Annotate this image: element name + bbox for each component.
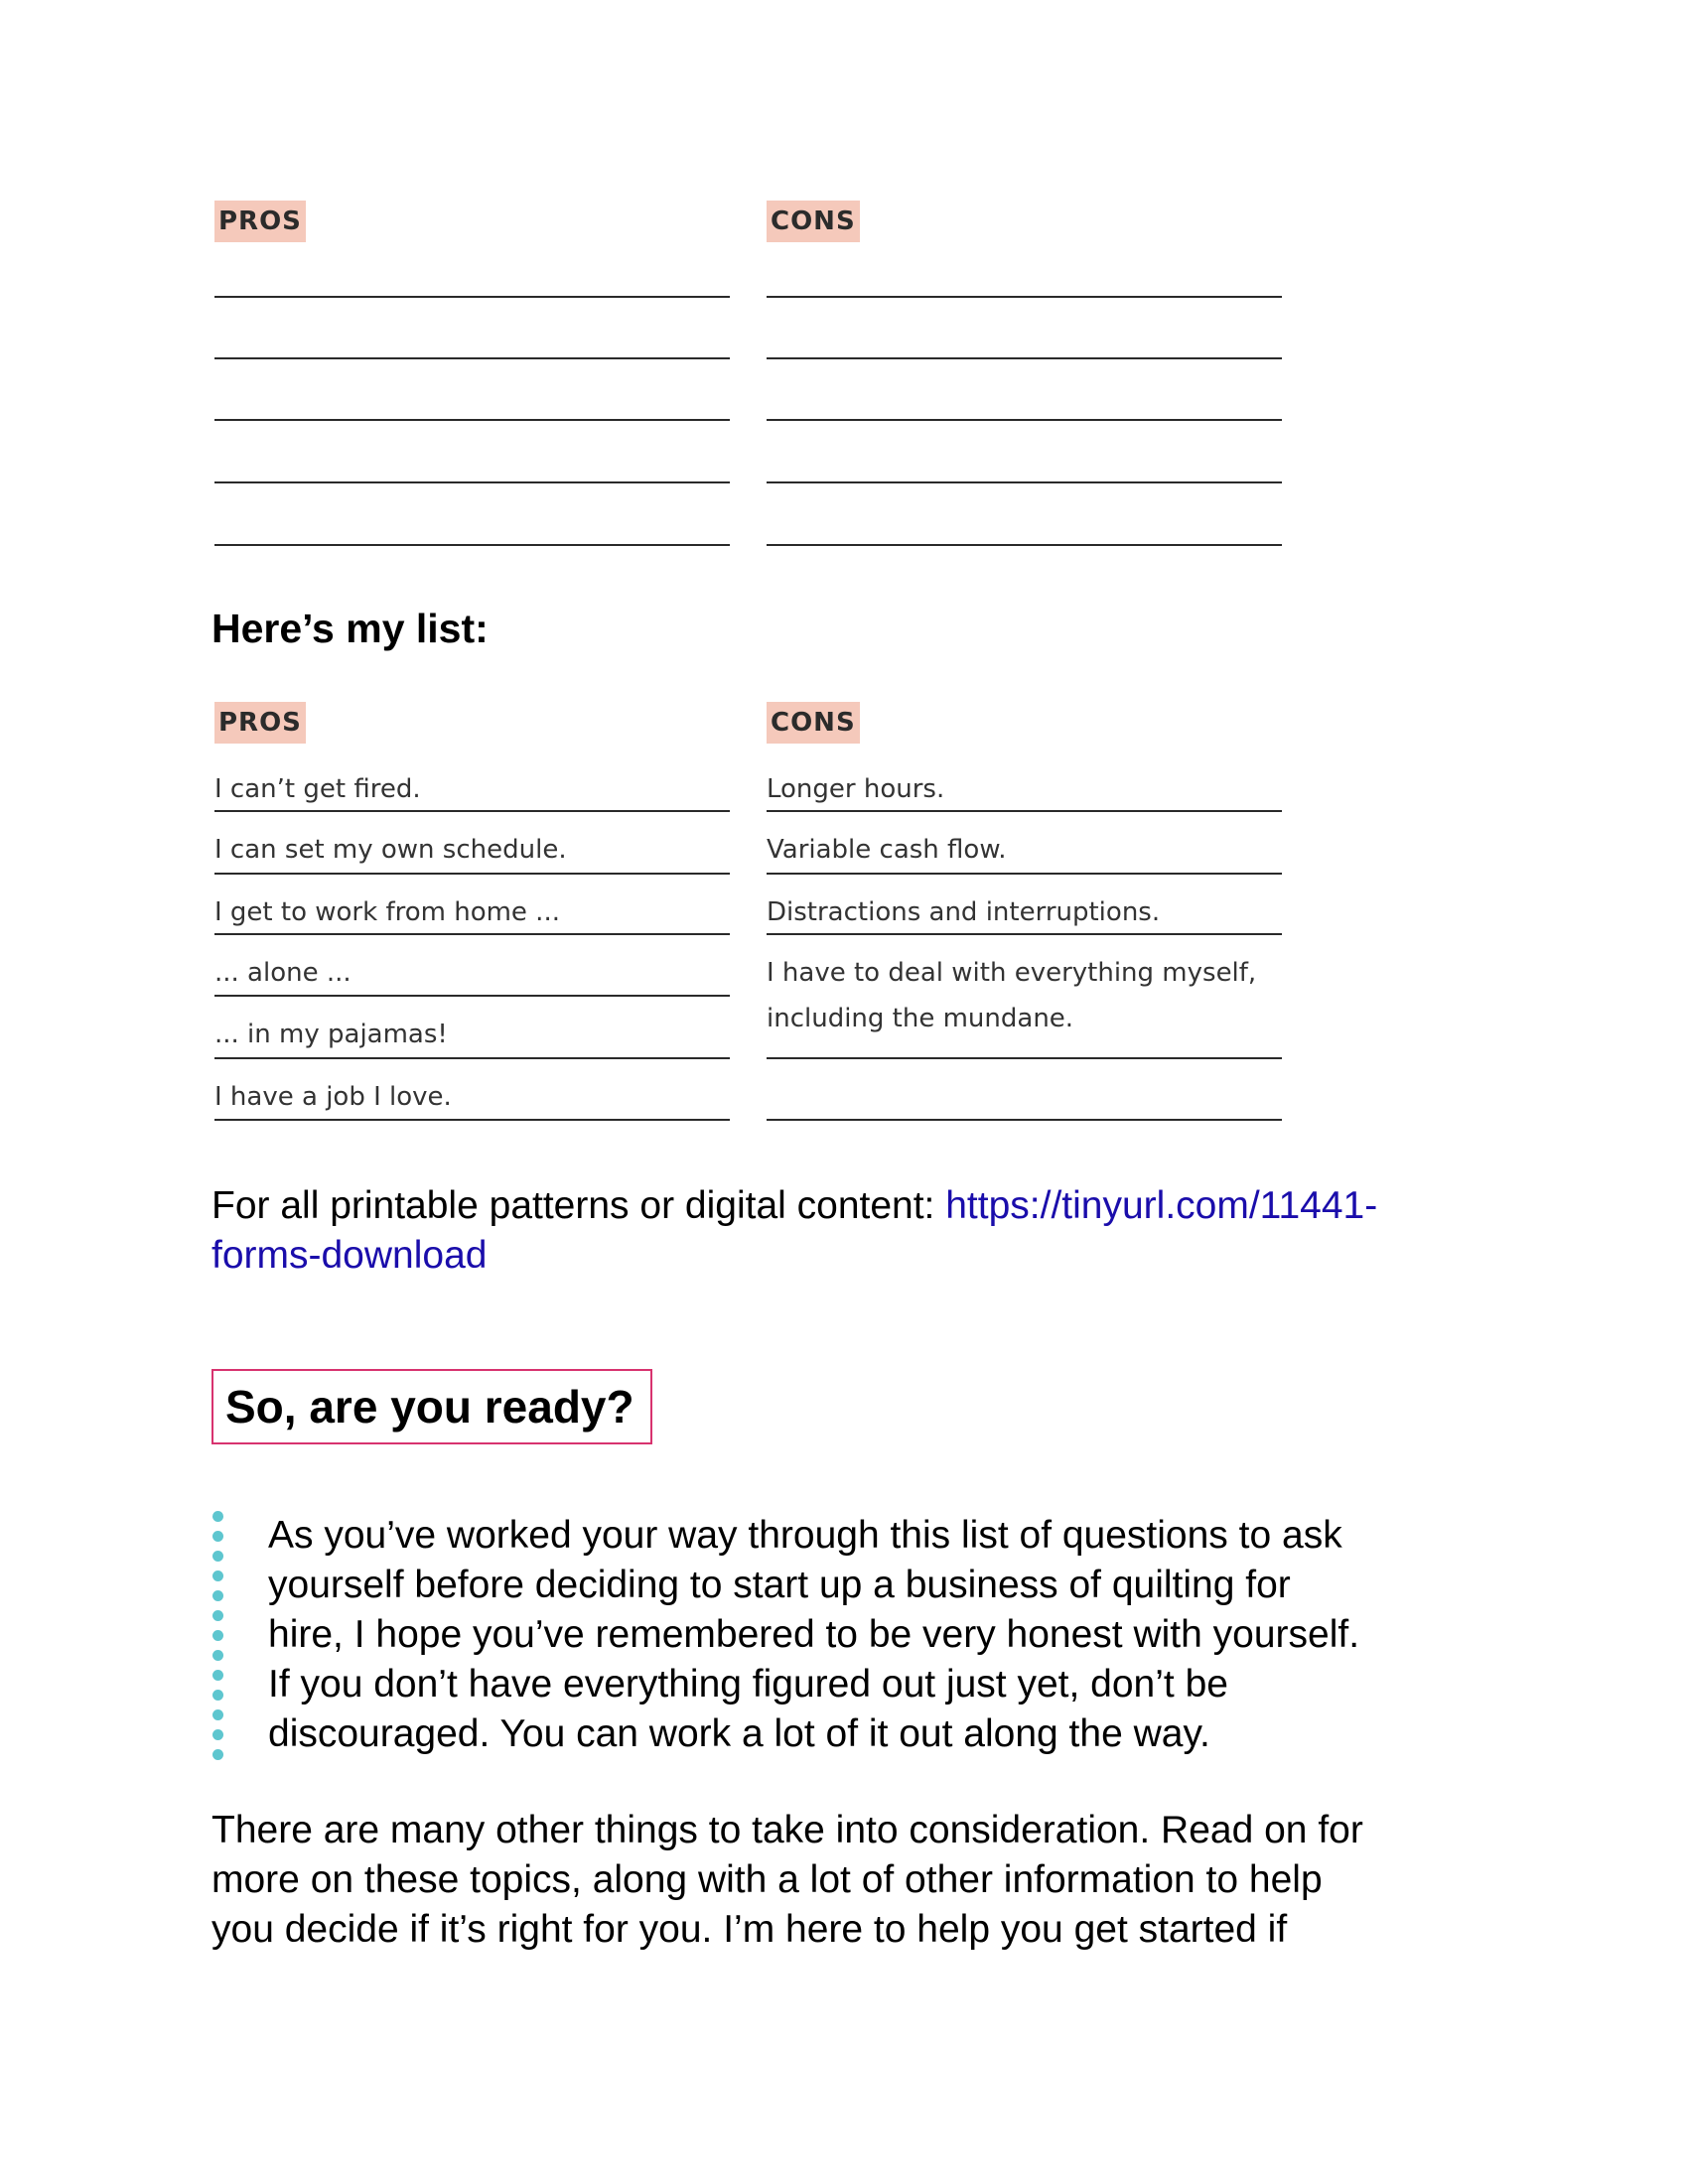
ready-quote-paragraph xyxy=(268,1511,1499,1759)
pros-line xyxy=(214,995,730,997)
pros-item: I can set my own schedule. xyxy=(214,835,567,865)
quote-line: As you’ve worked your way through this list of questions to ask xyxy=(268,1514,1342,1557)
pros-item: I can’t get fired. xyxy=(214,774,421,804)
cons-item: Distractions and interruptions. xyxy=(767,897,1161,927)
closing-line: There are many other things to take into consideration. Read on for xyxy=(211,1809,1363,1851)
blank-cons-line[interactable] xyxy=(767,357,1282,359)
my-list-heading: Here’s my list: xyxy=(211,606,489,651)
cons-line xyxy=(767,810,1282,812)
pros-item: ... in my pajamas! xyxy=(214,1020,448,1049)
blank-pros-tag: PROS xyxy=(214,201,306,242)
ready-heading-box xyxy=(211,1369,652,1444)
blank-cons-line[interactable] xyxy=(767,419,1282,421)
pros-line xyxy=(214,810,730,812)
my-list-pros-tag: PROS xyxy=(214,702,306,744)
pros-line xyxy=(214,873,730,875)
ready-heading: So, are you ready? xyxy=(225,1381,634,1433)
cons-line xyxy=(767,933,1282,935)
cons-item: Longer hours. xyxy=(767,774,945,804)
pros-line xyxy=(214,1057,730,1059)
pros-line xyxy=(214,1119,730,1121)
quote-line: hire, I hope you’ve remembered to be very honest with yourself. xyxy=(268,1613,1360,1656)
my-list-cons-tag: CONS xyxy=(767,702,860,744)
blank-pros-line[interactable] xyxy=(214,544,730,546)
blank-cons-line[interactable] xyxy=(767,544,1282,546)
blank-cons-tag: CONS xyxy=(767,201,860,242)
quote-line: If you don’t have everything figured out just yet, don’t be xyxy=(268,1663,1228,1706)
blank-pros-line[interactable] xyxy=(214,481,730,483)
pros-item: ... alone ... xyxy=(214,958,352,988)
cons-line xyxy=(767,1057,1282,1059)
cons-line xyxy=(767,1119,1282,1121)
pros-line xyxy=(214,933,730,935)
blank-cons-line[interactable] xyxy=(767,296,1282,298)
closing-paragraph xyxy=(211,1806,1482,1955)
blank-cons-line[interactable] xyxy=(767,481,1282,483)
blank-pros-line[interactable] xyxy=(214,296,730,298)
download-link-line2[interactable]: forms-download xyxy=(211,1234,488,1277)
cons-item-continued: including the mundane. xyxy=(767,1004,1074,1033)
download-link-line1[interactable]: https://tinyurl.com/11441- xyxy=(945,1184,1378,1227)
closing-line: you decide if it’s right for you. I’m here to help you get started if xyxy=(211,1908,1288,1951)
cons-item: Variable cash flow. xyxy=(767,835,1007,865)
cons-line xyxy=(767,873,1282,875)
quote-line: discouraged. You can work a lot of it out along the way. xyxy=(268,1712,1210,1755)
download-note xyxy=(211,1181,1502,1281)
cons-item: I have to deal with everything myself, xyxy=(767,958,1257,988)
pros-item: I get to work from home ... xyxy=(214,897,560,927)
dotted-quote-bar xyxy=(212,1511,224,1761)
download-note-text: For all printable patterns or digital content: xyxy=(211,1184,946,1227)
quote-line: yourself before deciding to start up a business of quilting for xyxy=(268,1564,1291,1606)
pros-item: I have a job I love. xyxy=(214,1082,452,1112)
closing-line: more on these topics, along with a lot of other information to help xyxy=(211,1858,1323,1901)
blank-pros-line[interactable] xyxy=(214,419,730,421)
blank-pros-line[interactable] xyxy=(214,357,730,359)
